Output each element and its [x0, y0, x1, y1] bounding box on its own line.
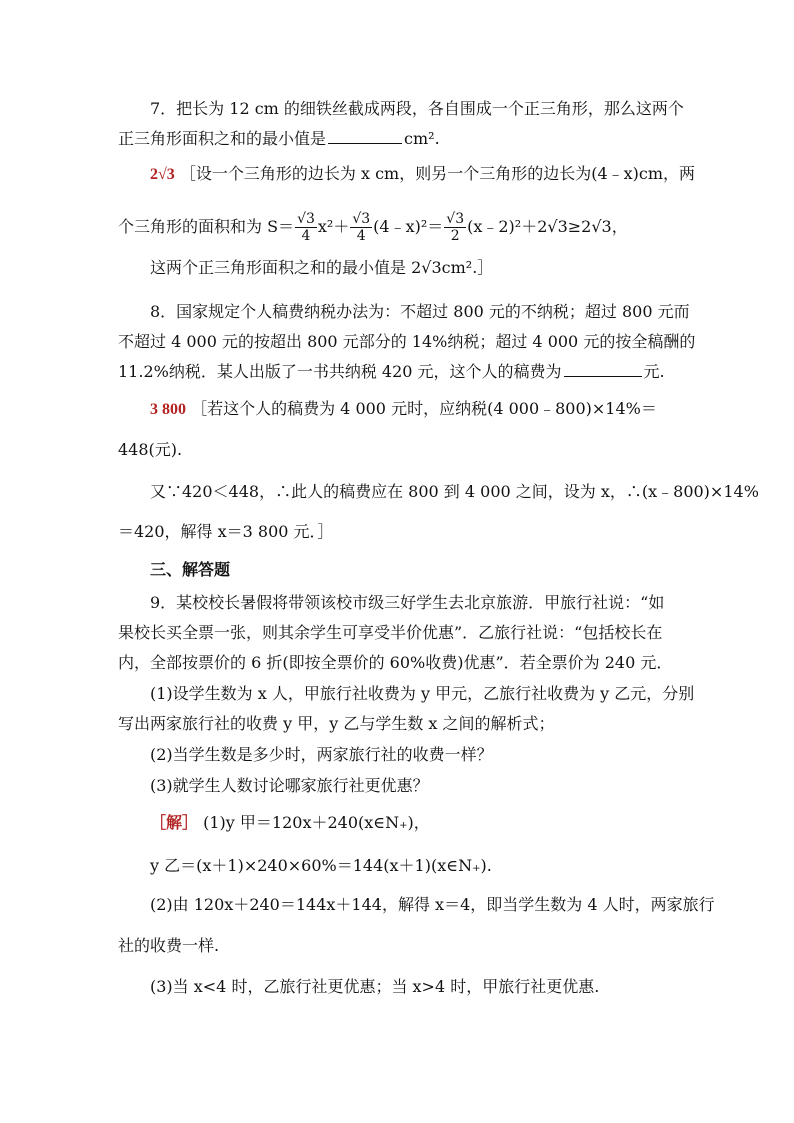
q9-s1a: (1)y 甲＝120x＋240(x∈N₊)，	[203, 813, 430, 832]
q7-solution-line1	[150, 163, 695, 186]
q9-solution-line2: y 乙＝(x＋1)×240×60%＝144(x＋1)(x∈N₊).	[150, 856, 492, 875]
q9-part3: (3)就学生人数讨论哪家旅行社更优惠？	[150, 776, 429, 795]
q8-solution-line3: 又∵420＜448，∴此人的稿费应在 800 到 4 000 之间，设为 x，∴(x﹣800)×14%	[150, 482, 759, 501]
q9-solution-line1	[150, 812, 430, 834]
q9-part1-line2: 写出两家旅行社的收费 y 甲，y 乙与学生数 x 之间的解析式；	[118, 714, 555, 733]
q8-unit: 元.	[643, 362, 665, 381]
q7-solution-line3: 这两个正三角形面积之和的最小值是 2√3cm².］	[150, 258, 494, 277]
frac-den: 4	[356, 228, 366, 244]
frac-den: 2	[450, 228, 460, 244]
answer-blank	[564, 362, 642, 377]
q8-solution-line2: 448(元).	[118, 440, 183, 459]
q9-part2: (2)当学生数是多少时，两家旅行社的收费一样？	[150, 745, 493, 764]
section-title: 三、解答题	[150, 560, 231, 579]
q8-solution-line4: ＝420，解得 x＝3 800 元．］	[118, 522, 334, 541]
q9-solution-part3: (3)当 x<4 时，乙旅行社更优惠；当 x>4 时，甲旅行社更优惠.	[150, 977, 600, 996]
q7-line1: 7．把长为 12 cm 的细铁丝截成两段，各自围成一个正三角形，那么这两个	[150, 99, 684, 118]
q9-line2: 果校长买全票一张，则其余学生可享受半价优惠”．乙旅行社说：“包括校长在	[118, 623, 663, 642]
solution-marker: ［解］	[150, 813, 199, 832]
fraction	[295, 211, 317, 244]
q7-line2-text: 正三角形面积之和的最小值是	[118, 129, 327, 148]
q8-line3	[118, 361, 665, 383]
q8-answer: 3 800	[150, 401, 186, 418]
q8-line2: 不超过 4 000 元的按超出 800 元部分的 14%纳税；超过 4 000 元的按全稿酬的	[118, 332, 696, 351]
answer-blank	[328, 129, 402, 144]
q7-answer: 2√3	[150, 166, 175, 183]
q7-solution-line2	[118, 207, 628, 247]
q8-line3-text: 11.2%纳税．某人出版了一书共纳税 420 元，这个人的稿费为	[118, 362, 562, 381]
frac-num: √3	[352, 211, 371, 227]
fraction	[350, 211, 372, 244]
q7-sol2a: 个三角形的面积和为 S＝	[118, 217, 295, 236]
frac-num: √3	[446, 211, 465, 227]
q7-unit: cm².	[404, 129, 440, 148]
frac-den: 4	[301, 228, 311, 244]
q7-sol2c: (4﹣x)²＝	[373, 217, 444, 236]
frac-num: √3	[297, 211, 315, 227]
q7-sol2d: (x﹣2)²＋2√3≥2√3，	[467, 217, 628, 236]
fraction	[444, 211, 466, 244]
q9-solution-part2-line1: (2)由 120x＋240＝144x＋144，解得 x＝4，即当学生数为 4 人时，两家旅行	[150, 895, 715, 914]
q9-part1-line1: (1)设学生数为 x 人，甲旅行社收费为 y 甲元，乙旅行社收费为 y 乙元，分别	[150, 684, 695, 703]
q7-sol2b: x²＋	[317, 217, 350, 236]
q9-line1: 9．某校校长暑假将带领该校市级三好学生去北京旅游．甲旅行社说：“如	[150, 593, 665, 612]
q7-sol1-text: ［设一个三角形的边长为 x cm，则另一个三角形的边长为(4﹣x)cm，两	[179, 164, 696, 183]
q8-sol1-text: ［若这个人的稿费为 4 000 元时，应纳税(4 000﹣800)×14%＝	[191, 399, 657, 418]
q9-solution-part2-line2: 社的收费一样.	[118, 936, 220, 955]
q8-line1: 8．国家规定个人稿费纳税办法为：不超过 800 元的不纳税；超过 800 元而	[150, 302, 690, 321]
q7-line2	[118, 128, 440, 150]
q9-line3: 内，全部按票价的 6 折(即按全票价的 60%收费)优惠”．若全票价为 240 元．	[118, 653, 673, 672]
q8-solution-line1	[150, 398, 657, 421]
